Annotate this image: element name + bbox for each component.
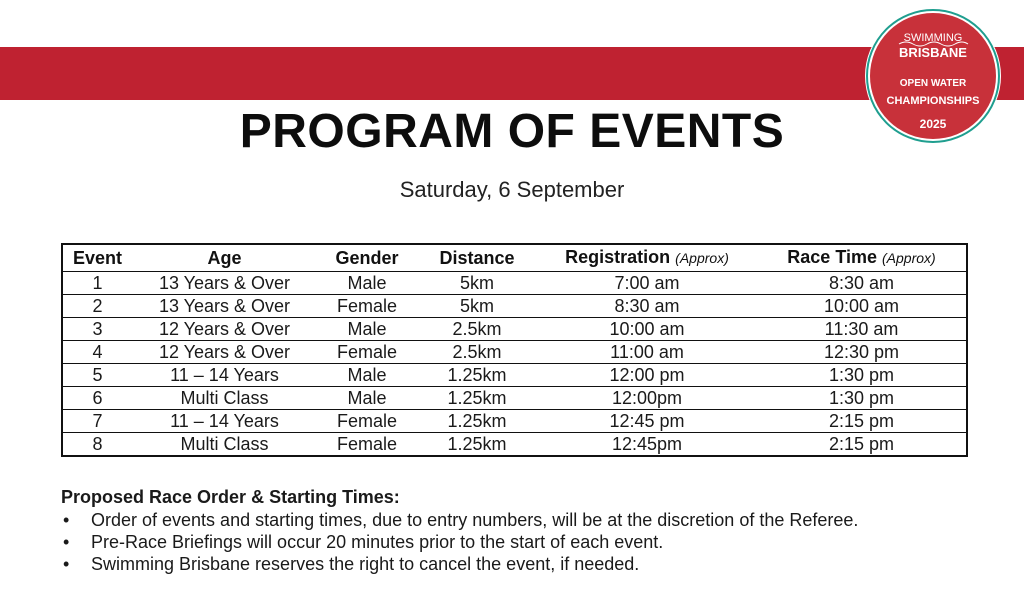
header-registration-label: Registration [565, 247, 671, 267]
cell-event: 2 [62, 295, 132, 318]
cell-gender: Male [317, 272, 417, 295]
note-text: Pre-Race Briefings will occur 20 minutes prior to the start of each event. [91, 532, 664, 552]
cell-distance: 1.25km [417, 364, 537, 387]
cell-registration: 12:45pm [537, 433, 757, 457]
cell-distance: 1.25km [417, 433, 537, 457]
cell-age: 13 Years & Over [132, 272, 317, 295]
cell-gender: Female [317, 410, 417, 433]
cell-event: 1 [62, 272, 132, 295]
cell-age: 11 – 14 Years [132, 410, 317, 433]
cell-age: Multi Class [132, 433, 317, 457]
header-race-time [757, 244, 967, 272]
table-row [62, 318, 967, 341]
table-row [62, 410, 967, 433]
table-row [62, 387, 967, 410]
badge-text-championships: CHAMPIONSHIPS [886, 95, 980, 107]
cell-race-time: 8:30 am [757, 272, 967, 295]
cell-event: 3 [62, 318, 132, 341]
bullet-icon: • [63, 554, 70, 574]
cell-distance: 2.5km [417, 341, 537, 364]
cell-age: 12 Years & Over [132, 341, 317, 364]
cell-event: 4 [62, 341, 132, 364]
header-gender: Gender [317, 244, 417, 272]
bullet-icon: • [63, 510, 70, 530]
cell-race-time: 1:30 pm [757, 387, 967, 410]
program-table [61, 243, 968, 457]
table-row [62, 433, 967, 457]
cell-race-time: 12:30 pm [757, 341, 967, 364]
header-distance: Distance [417, 244, 537, 272]
race-notes [61, 485, 961, 575]
cell-age: 11 – 14 Years [132, 364, 317, 387]
cell-gender: Female [317, 341, 417, 364]
cell-event: 5 [62, 364, 132, 387]
cell-distance: 5km [417, 272, 537, 295]
cell-distance: 1.25km [417, 410, 537, 433]
header-race-time-note: (Approx) [882, 250, 936, 266]
cell-registration: 7:00 am [537, 272, 757, 295]
table-row [62, 272, 967, 295]
cell-age: Multi Class [132, 387, 317, 410]
cell-race-time: 11:30 am [757, 318, 967, 341]
notes-list [61, 509, 961, 575]
cell-registration: 10:00 am [537, 318, 757, 341]
header-registration-note: (Approx) [675, 250, 729, 266]
cell-race-time: 2:15 pm [757, 410, 967, 433]
cell-age: 13 Years & Over [132, 295, 317, 318]
list-item [61, 509, 961, 531]
cell-registration: 8:30 am [537, 295, 757, 318]
cell-age: 12 Years & Over [132, 318, 317, 341]
cell-registration: 12:00pm [537, 387, 757, 410]
header-event: Event [62, 244, 132, 272]
cell-gender: Male [317, 318, 417, 341]
cell-gender: Female [317, 433, 417, 457]
list-item [61, 553, 961, 575]
event-date: Saturday, 6 September [399, 177, 625, 202]
cell-gender: Female [317, 295, 417, 318]
badge-text-brisbane: BRISBANE [899, 45, 967, 60]
note-text: Swimming Brisbane reserves the right to cancel the event, if needed. [91, 554, 640, 574]
cell-race-time: 10:00 am [757, 295, 967, 318]
cell-distance: 5km [417, 295, 537, 318]
header-age: Age [132, 244, 317, 272]
list-item [61, 531, 961, 553]
badge-text-swimming: SWIMMING [903, 32, 963, 44]
bullet-icon: • [63, 532, 70, 552]
cell-registration: 11:00 am [537, 341, 757, 364]
table-row [62, 364, 967, 387]
cell-gender: Male [317, 364, 417, 387]
cell-event: 7 [62, 410, 132, 433]
cell-race-time: 2:15 pm [757, 433, 967, 457]
header-registration [537, 244, 757, 272]
table-row [62, 341, 967, 364]
cell-registration: 12:45 pm [537, 410, 757, 433]
notes-heading: Proposed Race Order & Starting Times: [61, 487, 400, 507]
page-title: PROGRAM OF EVENTS [239, 105, 785, 158]
cell-distance: 2.5km [417, 318, 537, 341]
table-header-row [62, 244, 967, 272]
note-text: Order of events and starting times, due to entry numbers, will be at the discretion of the Referee. [91, 510, 859, 530]
header-race-time-label: Race Time [787, 247, 877, 267]
cell-event: 6 [62, 387, 132, 410]
table-row [62, 295, 967, 318]
cell-gender: Male [317, 387, 417, 410]
cell-event: 8 [62, 433, 132, 457]
cell-registration: 12:00 pm [537, 364, 757, 387]
cell-distance: 1.25km [417, 387, 537, 410]
cell-race-time: 1:30 pm [757, 364, 967, 387]
badge-text-year: 2025 [919, 117, 947, 131]
badge-text-open-water: OPEN WATER [899, 78, 967, 89]
